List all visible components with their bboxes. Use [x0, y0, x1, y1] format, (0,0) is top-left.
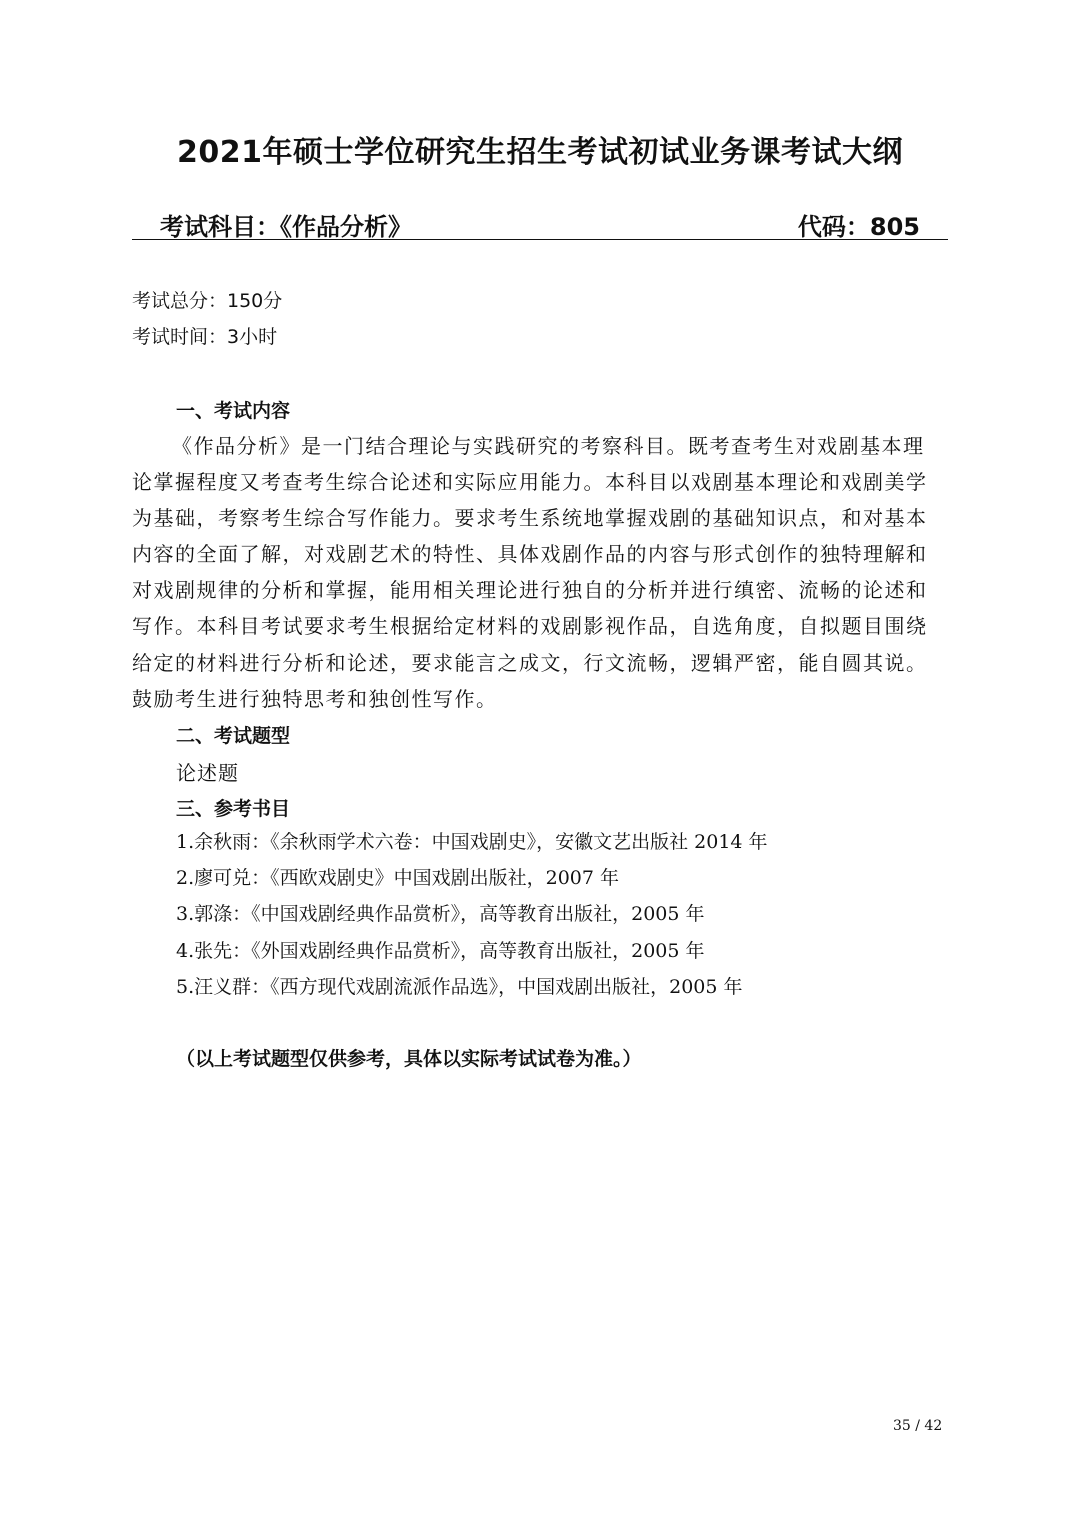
content-paragraph	[132, 428, 950, 717]
document-title: 2021年硕士学位研究生招生考试初试业务课考试大纲	[177, 135, 903, 170]
reference-item: 5.汪义群：《西方现代戏剧流派作品选》，中国戏剧出版社，2005 年	[176, 975, 743, 998]
reference-item: 2.廖可兑：《西欧戏剧史》中国戏剧出版社，2007 年	[176, 867, 620, 890]
paragraph-line: 对戏剧规律的分析和掌握，能用相关理论进行独自的分析并进行缜密、流畅的论述和	[132, 578, 928, 603]
exam-subject: 考试科目：《作品分析》	[160, 213, 412, 241]
exam-code: 代码：805	[797, 213, 920, 241]
paragraph-line: 《作品分析》是一门结合理论与实践研究的考察科目。既考查考生对戏剧基本理	[172, 434, 925, 458]
disclaimer-note: （以上考试题型仅供参考，具体以实际考试试卷为准。）	[176, 1048, 642, 1070]
section-heading-content: 一、考试内容	[176, 400, 291, 422]
question-type-value: 论述题	[176, 761, 239, 785]
paragraph-line: 为基础，考察考生综合写作能力。要求考生系统地掌握戏剧的基础知识点，和对基本	[132, 506, 928, 531]
paragraph-line: 写作。本科目考试要求考生根据给定材料的戏剧影视作品，自选角度，自拟题目围绕	[132, 614, 928, 639]
section-heading-references: 三、参考书目	[176, 798, 291, 820]
exam-duration: 考试时间：3小时	[132, 326, 278, 348]
paragraph-line: 鼓励考生进行独特思考和独创性写作。	[132, 686, 498, 711]
paragraph-line: 论掌握程度又考查考生综合论述和实际应用能力。本科目以戏剧基本理论和戏剧美学	[132, 470, 928, 495]
subject-header-row	[132, 205, 948, 240]
page-number: 35 / 42	[893, 1418, 943, 1434]
total-score: 考试总分：150分	[132, 290, 283, 312]
reference-item: 3.郭涤：《中国戏剧经典作品赏析》，高等教育出版社，2005 年	[176, 903, 705, 926]
reference-list	[176, 826, 768, 1007]
paragraph-line: 内容的全面了解，对戏剧艺术的特性、具体戏剧作品的内容与形式创作的独特理解和	[132, 542, 928, 567]
reference-item: 1.余秋雨：《余秋雨学术六卷：中国戏剧史》，安徽文艺出版社 2014 年	[176, 831, 768, 853]
paragraph-line: 给定的材料进行分析和论述，要求能言之成文，行文流畅，逻辑严密，能自圆其说。	[132, 650, 928, 675]
section-heading-question-type: 二、考试题型	[176, 725, 291, 747]
reference-item: 4.张先：《外国戏剧经典作品赏析》，高等教育出版社，2005 年	[176, 939, 705, 962]
